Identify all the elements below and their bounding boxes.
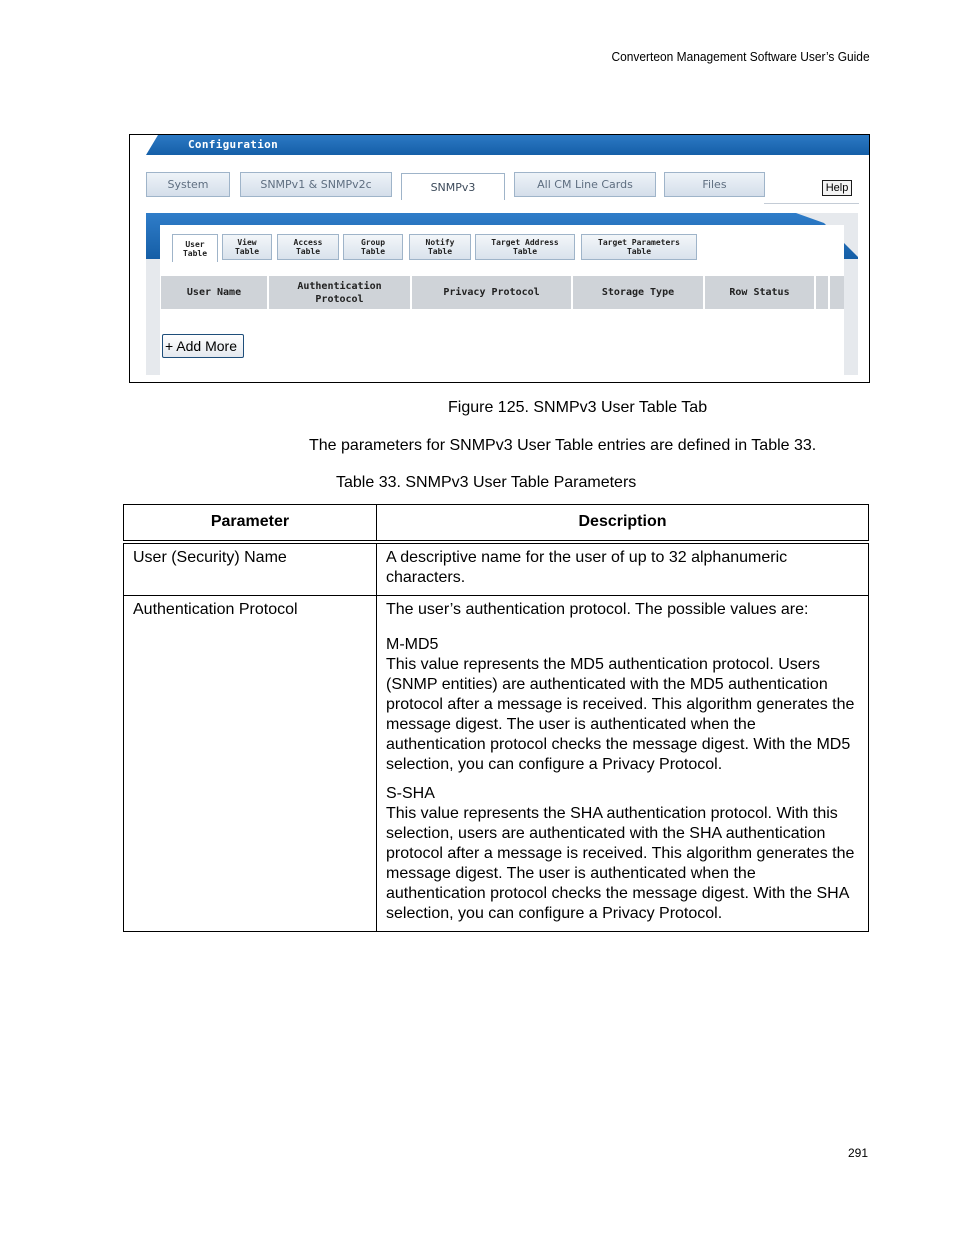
tab-baseline	[764, 203, 859, 204]
description-text: The user’s authentication protocol. The possible values are:	[386, 601, 809, 618]
table-header-row	[124, 505, 869, 543]
header-parameter: Parameter	[124, 505, 377, 543]
running-header: Converteon Management Software User’s Guide	[611, 49, 870, 64]
parameter-table	[123, 504, 869, 932]
help-button[interactable]: Help	[822, 180, 852, 196]
tab-all-cm-line-cards[interactable]: All CM Line Cards	[514, 172, 656, 197]
subtab-target-address-table[interactable]: Target Address Table	[475, 234, 575, 260]
column-spacer	[816, 276, 830, 309]
parameter-cell: Authentication Protocol	[124, 596, 377, 932]
tab-system[interactable]: System	[146, 172, 230, 197]
subtab-notify-table[interactable]: Notify Table	[409, 234, 471, 260]
subtab-user-table[interactable]: User Table	[172, 234, 218, 262]
subtab-view-table[interactable]: View Table	[222, 234, 272, 260]
column-storage-type: Storage Type	[573, 276, 705, 309]
column-privacy-protocol: Privacy Protocol	[412, 276, 573, 309]
description-cell	[377, 542, 869, 596]
description-text: A descriptive name for the user of up to 32 alphanumeric characters.	[386, 549, 788, 586]
column-row-status: Row Status	[705, 276, 816, 309]
page-number: 291	[847, 1146, 868, 1160]
add-more-button[interactable]: + Add More	[162, 334, 244, 358]
table-row	[124, 542, 869, 596]
description-cell	[377, 596, 869, 932]
description-text: This value represents the SHA authentication protocol. With this selection, users are authenticated with the SHA authentication protocol after a message is received. This algorithm generates the message digest. The user is authenticated when the authentication protocol checks the message digest. With the SHA selection, you can configure a Privacy Protocol.	[386, 805, 855, 922]
header-description: Description	[377, 505, 869, 543]
intro-paragraph: The parameters for SNMPv3 User Table entries are defined in Table 33.	[309, 437, 817, 454]
subtab-access-table[interactable]: Access Table	[277, 234, 339, 260]
value-heading-mmd5: M-MD5	[386, 636, 439, 653]
tab-snmpv1-snmpv2c[interactable]: SNMPv1 & SNMPv2c	[240, 172, 392, 197]
parameter-cell: User (Security) Name	[124, 542, 377, 596]
snmpv3-screenshot	[129, 134, 870, 383]
value-heading-ssha: S-SHA	[386, 785, 435, 802]
column-user-name: User Name	[161, 276, 269, 309]
column-authentication-protocol: Authentication Protocol	[269, 276, 412, 309]
tab-snmpv3[interactable]: SNMPv3	[401, 173, 505, 200]
configuration-title: Configuration	[188, 138, 278, 151]
description-text: This value represents the MD5 authentication protocol. Users (SNMP entities) are authenticated with the MD5 authentication protocol after a message is received. This algorithm generates the message digest. The user is authenticated when the authentication protocol checks the message digest. With the MD5 selection, you can configure a Privacy Protocol.	[386, 656, 855, 773]
tab-files[interactable]: Files	[664, 172, 765, 197]
configuration-title-bar	[146, 135, 869, 155]
table-caption: Table 33. SNMPv3 User Table Parameters	[336, 474, 637, 491]
subtab-target-parameters-table[interactable]: Target Parameters Table	[581, 234, 697, 260]
table-row	[124, 596, 869, 932]
column-spacer-end	[830, 276, 844, 309]
figure-caption: Figure 125. SNMPv3 User Table Tab	[448, 399, 708, 416]
subtab-group-table[interactable]: Group Table	[343, 234, 403, 260]
